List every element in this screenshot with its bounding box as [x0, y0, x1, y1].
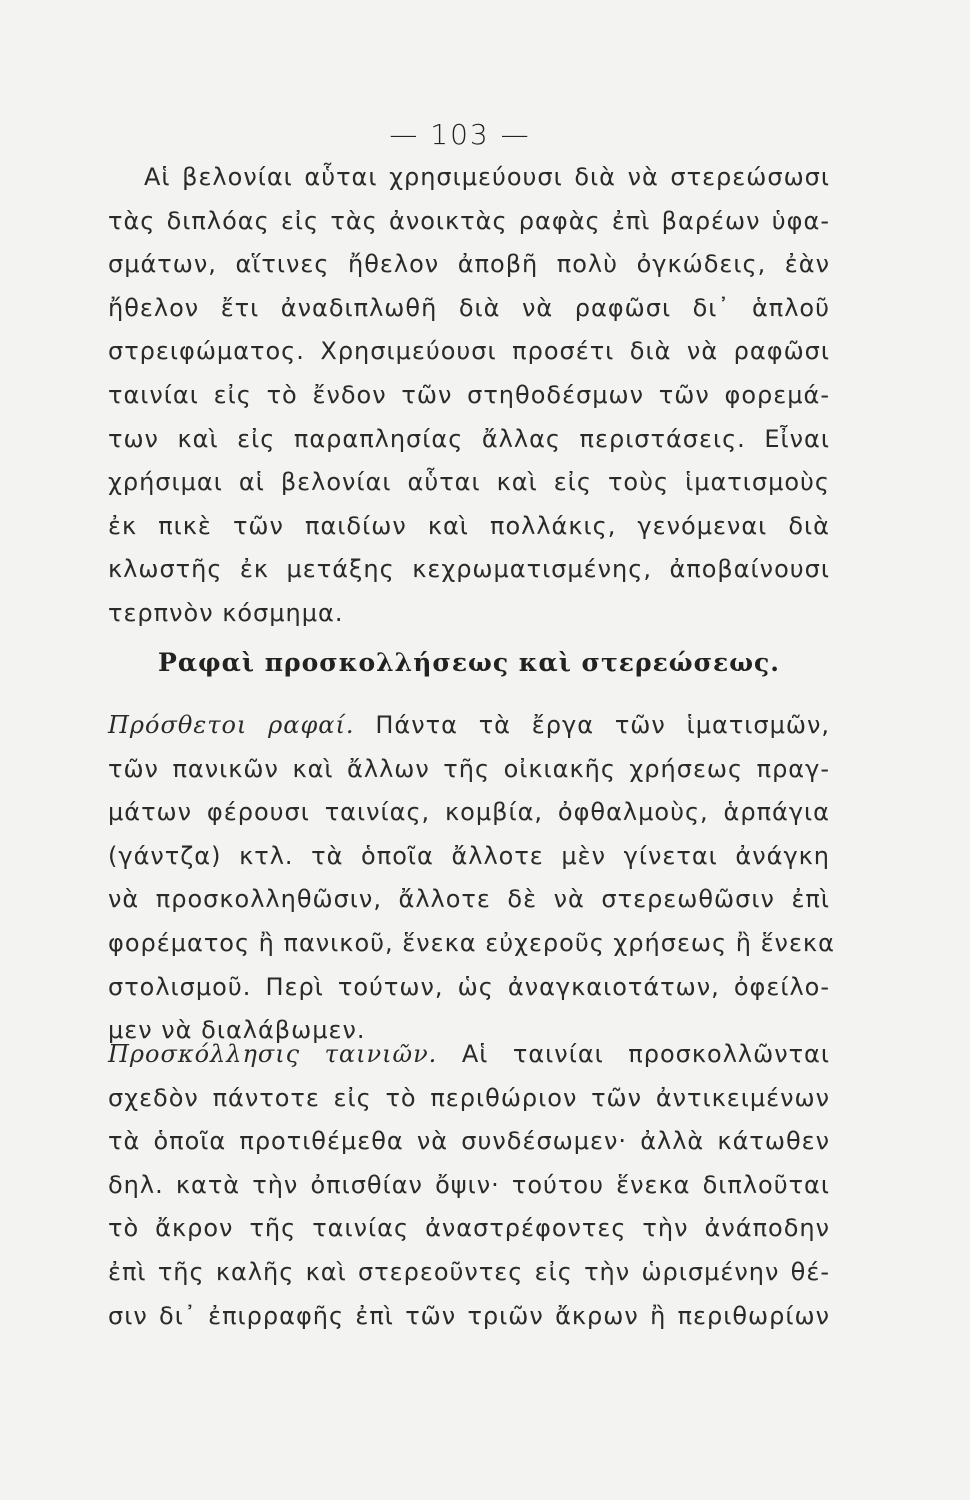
text-line: μάτων φέρουσι ταινίας, κομβία, ὀφθαλμοὺς, ἁρπάγια [108, 798, 830, 827]
text-line: ἐπὶ τῆς καλῆς καὶ στερεοῦντες εἰς τὴν ὡρισμένην θέ- [108, 1257, 830, 1286]
text-line: ταινίαι εἰς τὸ ἔνδον τῶν στηθοδέσμων τῶν φορεμά- [108, 380, 830, 409]
text-line: νὰ προσκολληθῶσιν, ἄλλοτε δὲ νὰ στερεωθῶσιν ἐπὶ [108, 885, 830, 914]
text-line: ἤθελον ἔτι ἀναδιπλωθῆ διὰ νὰ ραφῶσι δι᾽ ἁπλοῦ [108, 293, 830, 322]
text-span: Αἱ ταινίαι προσκολλῶνται [461, 1040, 830, 1068]
text-line: σμάτων, αἵτινες ἤθελον ἀποβῆ πολὺ ὀγκώδεις, ἐὰν [108, 250, 830, 279]
text-line: στρειφώματος. Χρησιμεύουσι προσέτι διὰ νὰ ραφῶσι [108, 337, 830, 366]
text-line: τερπνὸν κόσμημα. [108, 598, 344, 627]
text-line: Αἱ βελονίαι αὗται χρησιμεύουσι διὰ νὰ στερεώσωσι [144, 163, 830, 191]
text-line: σιν δι᾽ ἐπιρραφῆς ἐπὶ τῶν τριῶν ἄκρων ἢ περιθωρίων [108, 1301, 830, 1330]
paragraph-3 [108, 1033, 830, 1338]
text-line: φορέματος ἢ πανικοῦ, ἕνεκα εὐχεροῦς χρήσεως ἢ ἕνεκα [108, 928, 835, 957]
text-line: ἐκ πικὲ τῶν παιδίων καὶ πολλάκις, γενόμεναι διὰ [108, 511, 830, 540]
text-line: τῶν πανικῶν καὶ ἄλλων τῆς οἰκιακῆς χρήσεως πραγ- [108, 754, 830, 783]
paragraph-lead: Προσκόλλησις ταινιῶν. [108, 1040, 438, 1068]
section-heading: Ραφαὶ προσκολλήσεως καὶ στερεώσεως. [158, 648, 780, 677]
text-line: τὸ ἄκρον τῆς ταινίας ἀναστρέφοντες τὴν ἀνάποδην [108, 1214, 830, 1243]
paragraph-2 [108, 704, 835, 1053]
text-line: τὰς διπλόας εἰς τὰς ἀνοικτὰς ραφὰς ἐπὶ βαρέων ὑφα- [108, 206, 830, 235]
text-line: χρήσιμαι αἱ βελονίαι αὗται καὶ εἰς τοὺς ἱματισμοὺς [108, 468, 830, 497]
text-line: (γάντζα) κτλ. τὰ ὁποῖα ἄλλοτε μὲν γίνεται ἀνάγκη [108, 841, 830, 870]
text-line: τὰ ὁποῖα προτιθέμεθα νὰ συνδέσωμεν· ἀλλὰ κάτωθεν [108, 1127, 830, 1156]
text-line [108, 1033, 830, 1077]
text-line [108, 704, 830, 748]
text-line: δηλ. κατὰ τὴν ὀπισθίαν ὄψιν· τούτου ἕνεκα διπλοῦται [108, 1170, 830, 1199]
text-line: στολισμοῦ. Περὶ τούτων, ὡς ἀναγκαιοτάτων, ὀφείλο- [108, 972, 830, 1001]
text-span: Πάντα τὰ ἔργα τῶν ἱματισμῶν, [375, 711, 831, 739]
text-line: κλωστῆς ἐκ μετάξης κεχρωματισμένης, ἀποβαίνουσι [108, 555, 830, 584]
text-line: μεν νὰ διαλάβωμεν. [108, 1016, 366, 1045]
page-number: — 103 — [389, 118, 531, 151]
paragraph-lead: Πρόσθετοι ραφαί. [108, 711, 355, 739]
paragraph-1 [108, 156, 830, 636]
text-line: των καὶ εἰς παραπλησίας ἄλλας περιστάσεις. Εἶναι [108, 424, 830, 453]
text-line: σχεδὸν πάντοτε εἰς τὸ περιθώριον τῶν ἀντικειμένων [108, 1083, 830, 1112]
